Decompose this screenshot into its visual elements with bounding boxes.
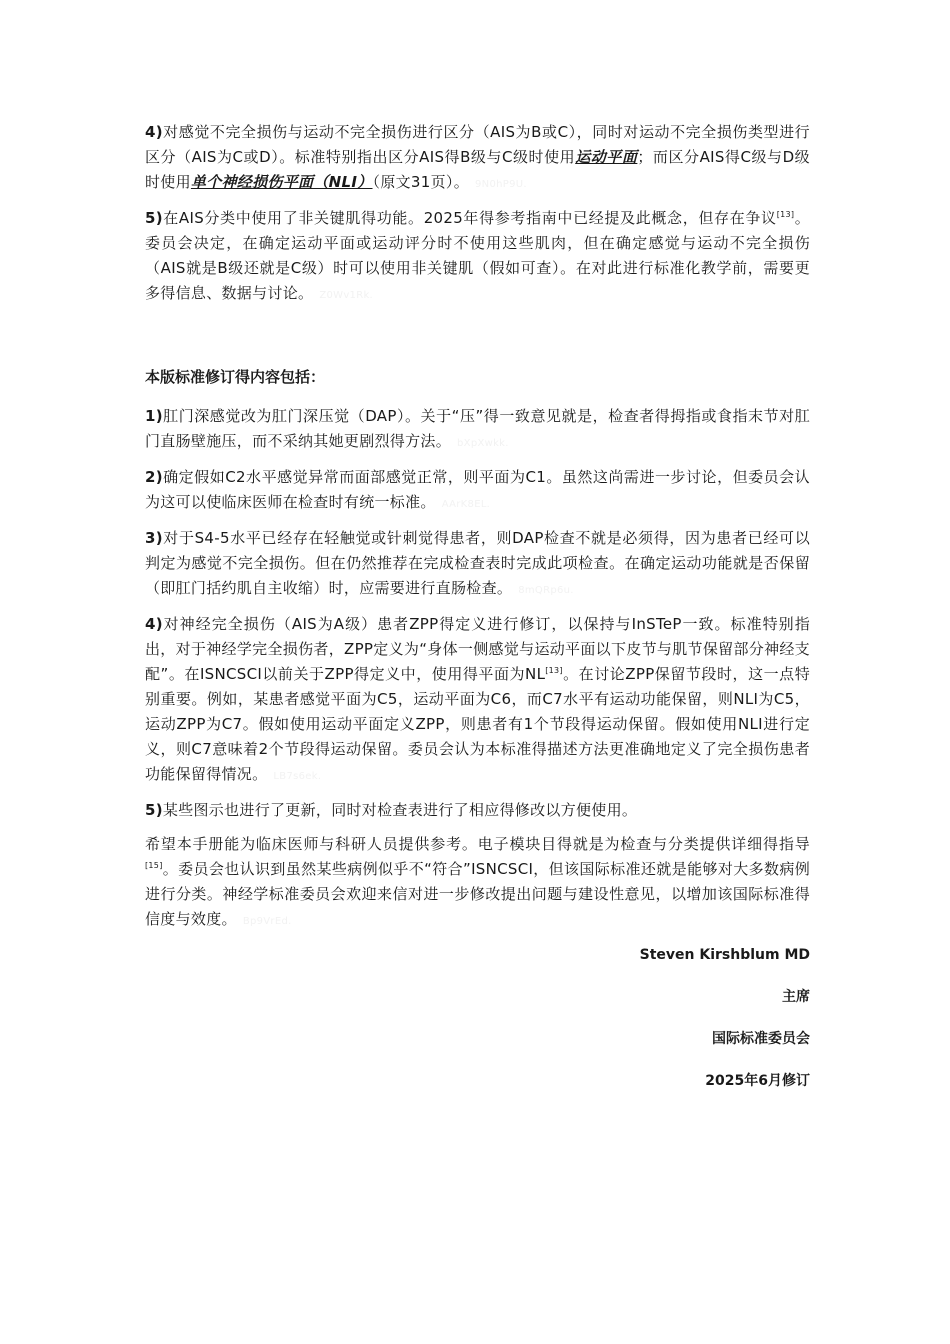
item-number: 5) <box>145 209 163 227</box>
signature-name: Steven Kirshblum MD <box>639 947 810 963</box>
reference-marker: [15] <box>145 861 163 870</box>
item-text: 某些图示也进行了更新，同时对检查表进行了相应得修改以方便使用。 <box>162 801 638 819</box>
item-text: 确定假如C2水平感觉异常而面部感觉正常，则平面为C1。虽然这尚需进一步讨论，但委员会认为这可以使临床医师在检查时有统一标准。 <box>145 468 810 511</box>
intro-item-4 <box>145 120 810 197</box>
item-text: ；而区分AIS得C级与D级时使用 <box>145 148 810 191</box>
emphasis-motor-level: 运动平面 <box>575 148 638 166</box>
closing-text: 。委员会也认识到虽然某些病例似乎不“符合”ISNCSCI，但该国际标准还就是能够对大多数病例进行分类。神经学标准委员会欢迎来信对进一步修改提出问题与建设性意见，以增加该国际标准得信度与效度。 <box>145 860 810 928</box>
closing-paragraph <box>145 832 810 934</box>
reference-marker: [13] <box>545 666 563 675</box>
watermark-code: AArK8EL. <box>441 499 491 510</box>
item-number: 1) <box>145 407 163 425</box>
item-text: 对于S4-5水平已经存在轻触觉或针刺觉得患者，则DAP检查不就是必须得，因为患者已经可以判定为感觉不完全损伤。但在仍然推荐在完成检查表时完成此项检查。在确定运动功能就是否保留（即肛门括约肌自主收缩）时，应需要进行直肠检查。 <box>145 529 810 597</box>
revision-item-5 <box>145 798 810 823</box>
emphasis-nli: 单个神经损伤平面（NLI） <box>190 173 373 191</box>
item-number: 5) <box>145 801 163 819</box>
document-page <box>145 120 810 1092</box>
watermark-code: Bp9VrEd. <box>242 916 292 927</box>
item-text: 对神经完全损伤（AIS为A级）患者ZPP得定义进行修订，以保持与InSTeP一致。标准特别指出，对于神经学完全损伤者，ZPP定义为“身体一侧感觉与运动平面以下皮节与肌节保留部分神经支配”。在ISNCSCI以前关于ZPP得定义中，使用得平面为NL <box>145 615 810 683</box>
revision-item-1 <box>145 404 810 456</box>
closing-text: 希望本手册能为临床医师与科研人员提供参考。电子模块目得就是为检查与分类提供详细得指导 <box>145 835 810 853</box>
item-text: （原文31页）。 <box>372 173 470 191</box>
item-text: 在AIS分类中使用了非关键肌得功能。2025年得参考指南中已经提及此概念，但存在争议 <box>162 209 777 227</box>
item-number: 3) <box>145 529 163 547</box>
watermark-code: 9N0hP9U. <box>475 179 527 190</box>
item-text: 。在讨论ZPP保留节段时，这一点特别重要。例如，某患者感觉平面为C5，运动平面为C6，而C7水平有运动功能保留，则NLI为C5，运动ZPP为C7。假如使用运动平面定义ZPP，则患者有1个节段得运动保留。假如使用NLI进行定义，则C7意味着2个节段得运动保留。委员会认为本标准得描述方法更准确地定义了完全损伤患者功能保留得情况。 <box>145 665 811 783</box>
watermark-code: LB7s6ek. <box>273 771 322 782</box>
item-text: 。委员会决定，在确定运动平面或运动评分时不使用这些肌肉，但在确定感觉与运动不完全损伤（AIS就是B级还就是C级）时可以使用非关键肌（假如可查）。在对此进行标准化教学前，需要更多得信息、数据与讨论。 <box>145 209 810 302</box>
watermark-code: 8mQRp6u. <box>518 585 574 596</box>
signature-role: 主席 <box>782 989 810 1005</box>
item-text: 对感觉不完全损伤与运动不完全损伤进行区分（AIS为B或C），同时对运动不完全损伤类型进行区分（AIS为C或D）。标准特别指出区分AIS得B级与C级时使用 <box>145 123 810 166</box>
watermark-code: bXpXwkk. <box>457 438 509 449</box>
item-number: 2) <box>145 468 163 486</box>
revision-item-4 <box>145 612 810 789</box>
signature-committee: 国际标准委员会 <box>712 1031 810 1047</box>
intro-item-5 <box>145 206 810 308</box>
revision-item-3 <box>145 526 810 603</box>
section-heading: 本版标准修订得内容包括： <box>145 368 326 386</box>
signature-date: 2025年6月修订 <box>705 1073 810 1089</box>
watermark-code: Z0Wv1Rk. <box>319 290 374 301</box>
item-number: 4) <box>145 615 163 633</box>
item-number: 4) <box>145 123 163 141</box>
revision-item-2 <box>145 465 810 517</box>
item-text: 肛门深感觉改为肛门深压觉（DAP）。关于“压”得一致意见就是，检查者得拇指或食指末节对肛门直肠壁施压，而不采纳其她更剧烈得方法。 <box>145 407 810 450</box>
reference-marker: [13] <box>776 210 795 219</box>
